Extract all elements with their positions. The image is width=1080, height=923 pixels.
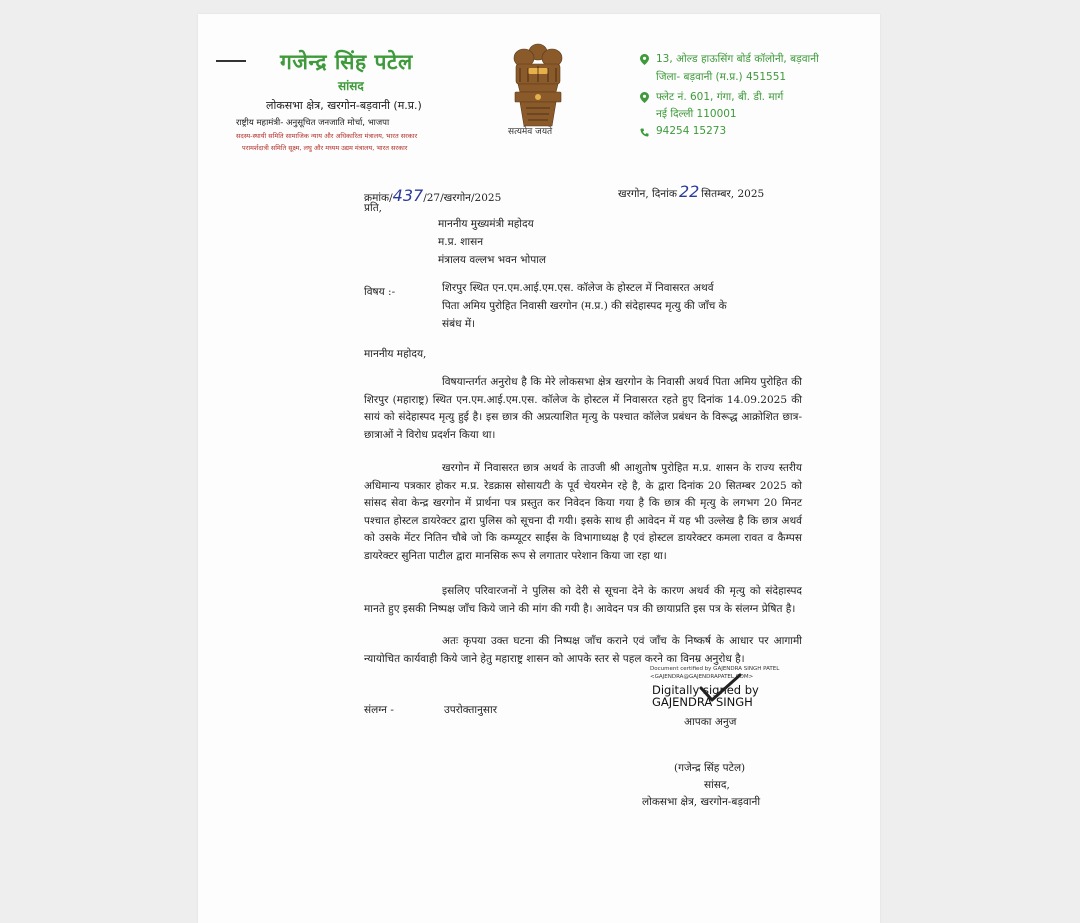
body-paragraph-4: अतः कृपया उक्त घटना की निष्पक्ष जाँच कराने एवं जाँच के निष्कर्ष के आधार पर आगामी न्यायोचित कार्यवाही किये जाने हेतु महाराष्ट्र शासन को आपके स्तर से पहल करने का विनम्र अनुरोध है।: [364, 635, 802, 665]
body-paragraph-3: इसलिए परिवारजनों ने पुलिस को देरी से सूचना देने के कारण अथर्व की मृत्यु को संदेहास्पद मानते हुए इसकी निष्पक्ष जाँच किये जाने की मांग की गयी है। आवेदन पत्र की छायाप्रति इस पत्र के संलग्न प्रेषित है।: [364, 585, 802, 615]
address-delhi-line2: नई दिल्ली 110001: [656, 108, 737, 120]
closing-phrase: आपका अनुज: [684, 716, 737, 728]
letter-page: [198, 14, 880, 923]
header-dash: [216, 60, 246, 62]
address-delhi-line1: फ्लेट नं. 601, गंगा, बी. डी. मार्ग: [656, 91, 784, 103]
digital-signature-line-2: GAJENDRA SINGH: [652, 695, 753, 709]
subject-label: विषय :-: [364, 286, 396, 298]
enclosure-label: संलग्न -: [364, 704, 394, 716]
certification-line-1: Document certified by GAJENDRA SINGH PATEL: [650, 666, 780, 672]
reference-number: [364, 184, 501, 209]
reference-prefix: क्रमांक/: [364, 192, 393, 204]
date-suffix: सितम्बर, 2025: [701, 188, 765, 200]
body-paragraph-2: खरगोन में निवासरत छात्र अथर्व के ताउजी श्री आशुतोष पुरोहित म.प्र. शासन के राज्य स्तरीय अधिमान्य पत्रकार होकर म.प्र. रेडक्रास सोसायटी के पूर्व चेयरमेन रहे है, के द्वारा दिनांक 20 सितम्बर 2025 को सांसद सेवा केन्द्र खरगोन में प्रार्थना पत्र प्रस्तुत कर निवेदन किया गया है कि छात्र की मृत्यु के लगभग 20 मिनट पश्चात होस्टल डायरेक्टर द्वारा पुलिस को सूचना दी गयी। इसके साथ ही आवेदन में यह भी उल्लेख है कि छात्र अथर्व को उसके मेंटर नितिन चौबे जो कि कम्प्यूटर साईंस के विभागाध्यक्ष है एवं होस्टल डायरेक्टर कमला रावत व कैम्पस डायरेक्टर सुनिता पाटील द्वारा मानसिक रूप से लगातार परेशान किया जा रहा था।: [364, 462, 802, 562]
recipient-prati: प्रति,: [364, 202, 383, 214]
digital-signature-line-1: Digitally signed by: [652, 683, 759, 697]
subject-line1: शिरपुर स्थित एन.एम.आई.एम.एस. कॉलेज के होस्टल में निवासरत अथर्व: [442, 282, 714, 294]
national-emblem-icon: [506, 38, 570, 130]
recipient-line2: म.प्र. शासन: [438, 236, 484, 248]
location-pin-icon: [640, 54, 649, 65]
salutation: माननीय महोदय,: [364, 348, 427, 360]
subject-line2: पिता अमिय पुरोहित निवासी खरगोन (म.प्र.) की संदेहास्पद मृत्यु की जाँच के: [442, 300, 727, 312]
sender-name: गजेन्द्र सिंह पटेल: [280, 50, 413, 74]
address-badwani-line2: जिला- बड़वानी (म.प्र.) 451551: [656, 71, 787, 83]
address-badwani-line1: 13, ओल्ड हाऊसिंग बोर्ड कॉलोनी, बड़वानी: [656, 53, 819, 65]
signatory-constituency: लोकसभा क्षेत्र, खरगोन-बड़वानी: [642, 796, 761, 808]
body-paragraph-1: विषयान्तर्गत अनुरोध है कि मेरे लोकसभा क्षेत्र खरगोन के निवासी अथर्व पिता अमिय पुरोहित की शिरपुर (महाराष्ट्र) स्थित एन.एम.आई.एम.एस. कॉलेज के होस्टल में निवासरत रहते हुए दिनांक 14.09.2025 की सायं को संदेहास्पद मृत्यु हुई है। इस छात्र की अप्रत्याशित मृत्यु के पश्चात कॉलेज प्रबंधन के विरूद्ध आक्रोशित छात्र-छात्राओं ने विरोध प्रदर्शन किया था।: [364, 376, 802, 441]
sender-committee-1: सदस्य-स्थायी समिति सामाजिक न्याय और अधिकारिता मंत्रालय, भारत सरकार: [236, 132, 418, 140]
certification-line-2: <GAJENDRA@GAJENDRAPATEL.COM>: [650, 674, 754, 680]
phone-icon: [640, 127, 649, 138]
emblem-motto: सत्यमेव जयते: [508, 127, 553, 137]
recipient-line1: माननीय मुख्यमंत्री महोदय: [438, 218, 534, 230]
signatory-name: (गजेन्द्र सिंह पटेल): [674, 762, 746, 774]
sender-party-role: राष्ट्रीय महामंत्री- अनुसूचित जनजाति मोर्चा, भाजपा: [236, 118, 390, 128]
recipient-line3: मंत्रालय वल्लभ भवन भोपाल: [438, 254, 547, 266]
enclosure-value: उपरोक्तानुसार: [444, 704, 498, 716]
location-pin-icon: [640, 92, 649, 103]
sender-constituency: लोकसभा क्षेत्र, खरगोन-बड़वानी (म.प्र.): [266, 99, 422, 112]
date-prefix: खरगोन, दिनांक: [618, 188, 677, 200]
signature-checkmark-icon: [698, 672, 744, 706]
date-handwritten-day: 22: [678, 182, 700, 201]
sender-committee-2: परामर्शदात्री समिति सूक्ष्म, लघु और मध्यम उद्यम मंत्रालय, भारत सरकार: [242, 144, 408, 152]
reference-suffix: /27/खरगोन/2025: [423, 192, 502, 204]
signatory-designation: सांसद,: [704, 779, 730, 791]
subject-line3: संबंध में।: [442, 318, 476, 330]
letter-date: [618, 180, 764, 205]
reference-handwritten-number: 437: [392, 186, 424, 205]
phone-number: 94254 15273: [656, 125, 727, 137]
sender-designation: सांसद: [338, 79, 364, 93]
